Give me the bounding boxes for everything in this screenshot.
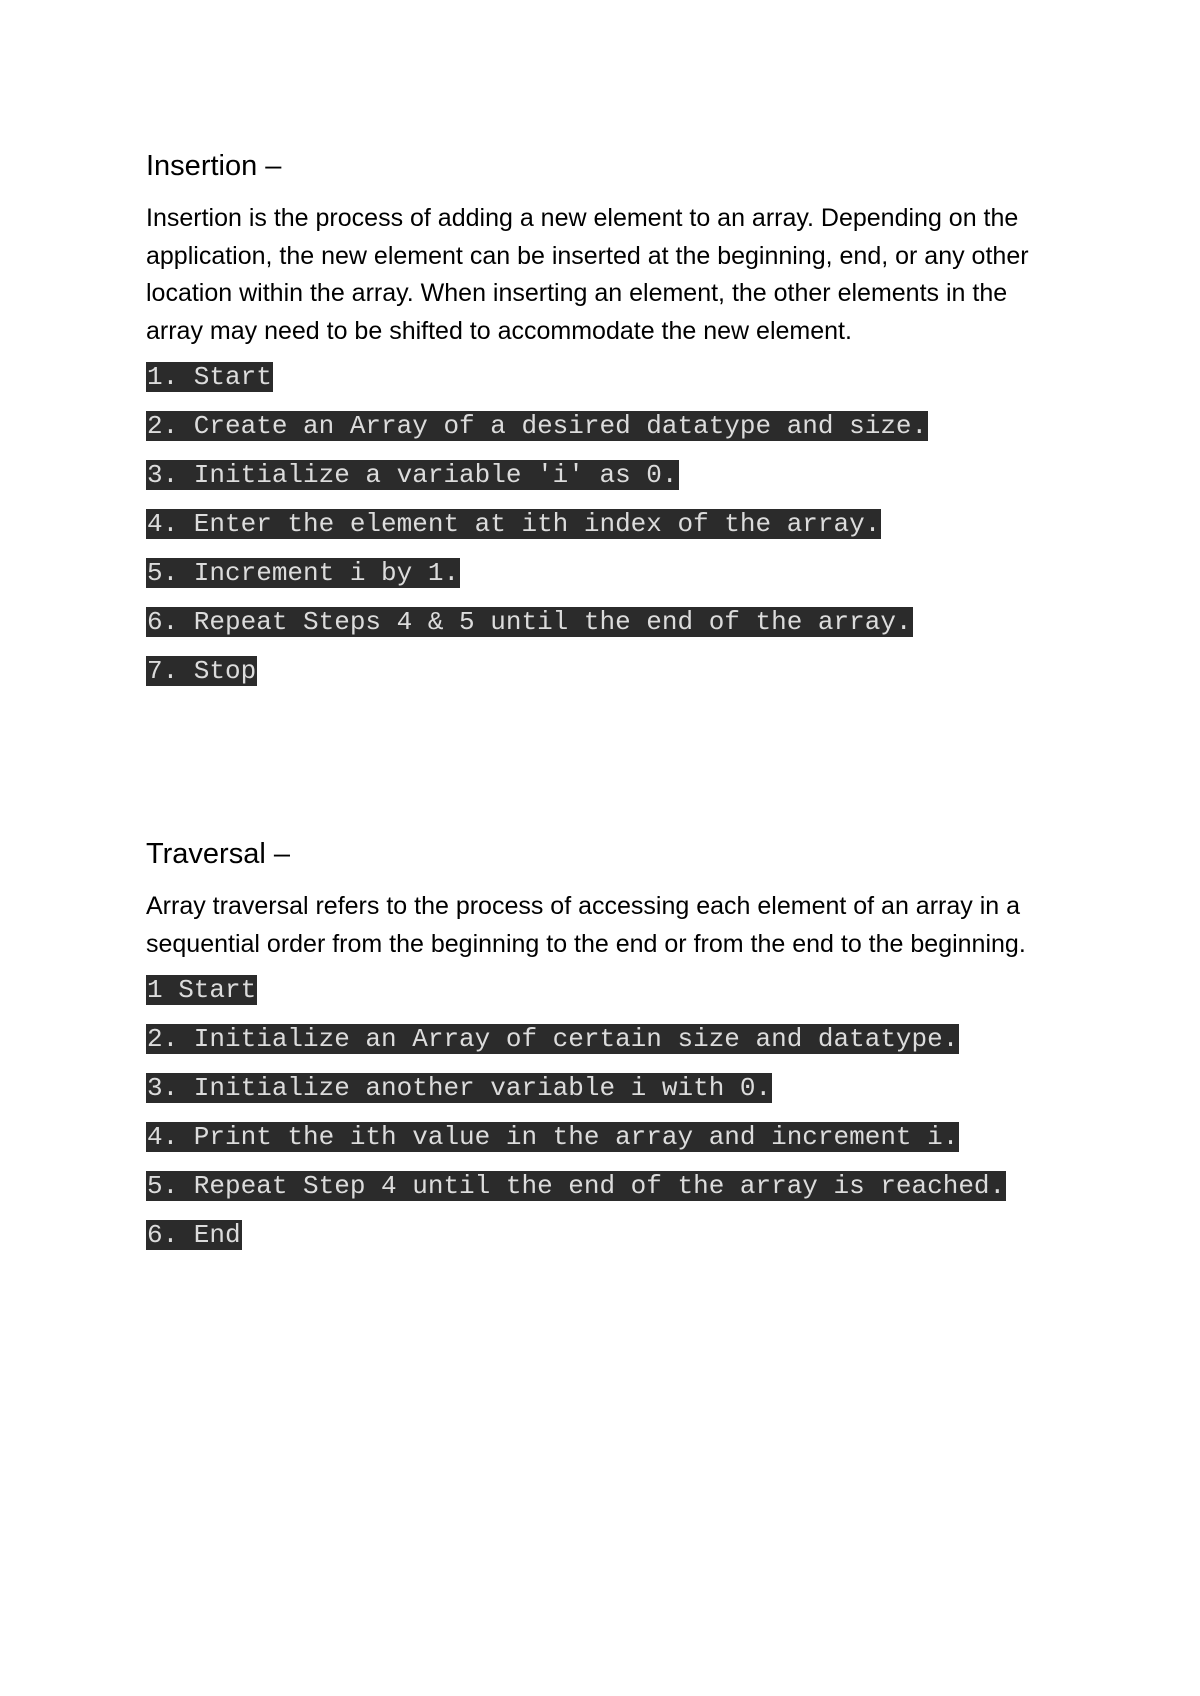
insertion-step (146, 556, 1066, 590)
code-line: 6. End (147, 1220, 241, 1250)
insertion-step (146, 654, 1066, 688)
traversal-steps (146, 973, 1066, 1252)
insertion-steps (146, 360, 1066, 688)
traversal-step (146, 1169, 1066, 1203)
code-line: 4. Enter the element at ith index of the array. (147, 509, 881, 539)
traversal-step (146, 1022, 1066, 1056)
traversal-step (146, 1120, 1066, 1154)
code-line: 5. Increment i by 1. (147, 558, 460, 588)
document-page (146, 0, 1066, 1696)
code-line: 3. Initialize another variable i with 0. (147, 1073, 772, 1103)
insertion-section (146, 146, 1066, 703)
code-line: 7. Stop (147, 656, 257, 686)
code-line: 6. Repeat Steps 4 & 5 until the end of the array. (147, 607, 912, 637)
insertion-step (146, 409, 1066, 443)
insertion-step (146, 605, 1066, 639)
code-line: 2. Initialize an Array of certain size and datatype. (147, 1024, 959, 1054)
code-line: 3. Initialize a variable 'i' as 0. (147, 460, 678, 490)
code-line: 2. Create an Array of a desired datatype and size. (147, 411, 928, 441)
insertion-paragraph: Insertion is the process of adding a new element to an array. Depending on the application, the new element can be inserted at the beginning, end, or any other location within the array. When inserting an element, the other elements in the array may need to be shifted to accommodate the new element. (146, 204, 1029, 345)
traversal-heading: Traversal – (146, 838, 290, 870)
traversal-step (146, 1071, 1066, 1105)
traversal-paragraph: Array traversal refers to the process of accessing each element of an array in a sequential order from the beginning to the end or from the end to the beginning. (146, 892, 1026, 958)
insertion-step (146, 360, 1066, 394)
insertion-heading: Insertion – (146, 150, 282, 182)
insertion-step (146, 458, 1066, 492)
code-line: 1 Start (147, 975, 257, 1005)
traversal-section (146, 834, 1066, 1267)
insertion-step (146, 507, 1066, 541)
traversal-step (146, 1218, 1066, 1252)
code-line: 4. Print the ith value in the array and increment i. (147, 1122, 959, 1152)
traversal-step (146, 973, 1066, 1007)
code-line: 5. Repeat Step 4 until the end of the array is reached. (147, 1171, 1006, 1201)
code-line: 1. Start (147, 362, 272, 392)
